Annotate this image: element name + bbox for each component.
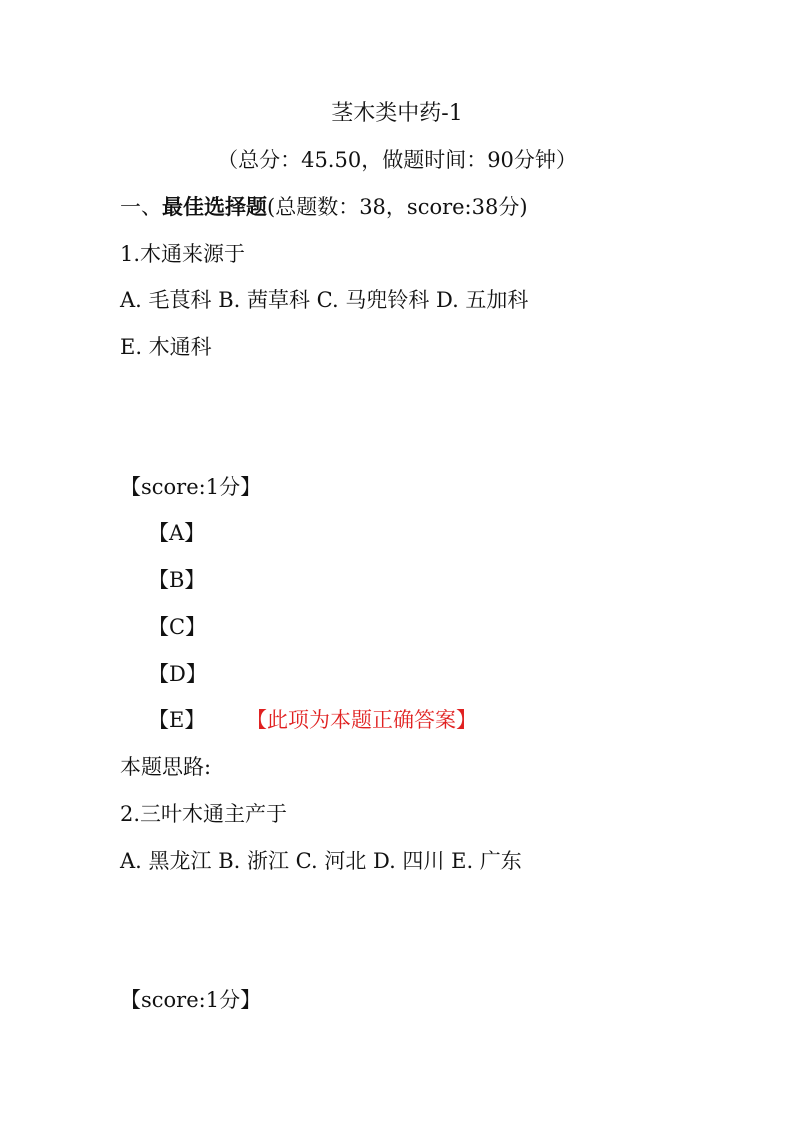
section-heading-prefix: 一、 <box>120 195 162 219</box>
question-1-options-line-1: A. 毛茛科 B. 茜草科 C. 马兜铃科 D. 五加科 <box>120 288 529 312</box>
correct-answer-note: 【此项为本题正确答案】 <box>246 708 478 732</box>
answer-option-c[interactable]: 【C】 <box>148 615 207 639</box>
answer-option-e[interactable] <box>148 710 477 731</box>
document-title: 茎木类中药-1 <box>331 101 463 126</box>
question-1-score: 【score:1分】 <box>120 475 262 499</box>
document-summary: （总分：45.50，做题时间：90分钟） <box>217 148 577 172</box>
section-heading-meta: (总题数：38，score:38分) <box>267 195 528 219</box>
section-heading <box>120 197 528 218</box>
question-2-score: 【score:1分】 <box>120 988 262 1012</box>
question-1-explanation-label: 本题思路: <box>120 755 212 779</box>
answer-option-e-label: 【E】 <box>148 708 206 732</box>
question-1-stem: 1.木通来源于 <box>120 242 246 266</box>
question-1-options-line-2: E. 木通科 <box>120 335 212 359</box>
question-2-options-line-1: A. 黑龙江 B. 浙江 C. 河北 D. 四川 E. 广东 <box>120 849 522 873</box>
question-2-stem: 2.三叶木通主产于 <box>120 802 288 826</box>
answer-option-d[interactable]: 【D】 <box>148 662 207 686</box>
section-heading-title: 最佳选择题 <box>162 195 267 219</box>
answer-option-b[interactable]: 【B】 <box>148 568 206 592</box>
answer-option-a[interactable]: 【A】 <box>148 521 206 545</box>
